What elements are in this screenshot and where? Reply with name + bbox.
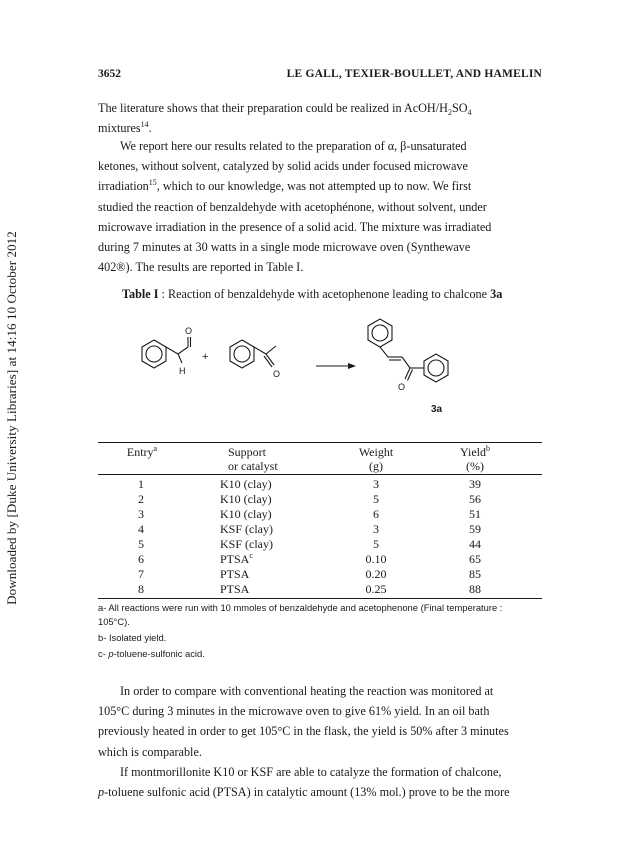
cell-entry: 2 (138, 492, 144, 506)
product-label: 3a (431, 404, 443, 415)
text-line: previously heated in order to get 105°C in the flask, the yield is 50% after 3 minutes (98, 724, 509, 739)
cell-weight: 0.20 (365, 567, 387, 581)
cell-support: K10 (clay) (220, 492, 272, 506)
table-rule-header (98, 474, 542, 475)
header-yield: Yield$^b$ (%) (460, 444, 490, 473)
cell-yield: 65 (469, 552, 481, 566)
cell-weight: 0.10 (365, 552, 387, 566)
footnote-a: a- All reactions were run with 10 mmoles of benzaldehyde and acetophenone (Final temperature : 105°C). (98, 602, 503, 627)
cell-weight: 6 (373, 507, 379, 521)
download-watermark (2, 178, 22, 658)
text-line: mixtures$^{14}$. (98, 120, 152, 136)
cell-weight: 5 (373, 492, 379, 506)
table-row (98, 477, 542, 492)
cell-entry: 5 (138, 537, 144, 551)
cell-entry: 8 (138, 582, 144, 596)
cell-yield: 51 (469, 507, 481, 521)
cell-weight: 5 (373, 537, 379, 551)
oxygen-label: O (273, 369, 281, 379)
cell-support: PTSA (220, 582, 250, 596)
cell-support: KSF (clay) (220, 537, 273, 551)
cell-entry: 6 (138, 552, 144, 566)
text-line: p-toluene sulfonic acid (PTSA) in catalytic amount (13% mol.) prove to be the more (98, 785, 510, 800)
cell-yield: 85 (469, 567, 481, 581)
table-row (98, 537, 542, 552)
cell-yield: 39 (469, 477, 481, 491)
cell-support: KSF (clay) (220, 522, 273, 536)
table-row (98, 582, 542, 597)
oxygen-label: O (398, 382, 406, 392)
cell-entry: 7 (138, 567, 144, 581)
cell-weight: 3 (373, 477, 379, 491)
text-line: 105°C during 3 minutes in the microwave oven to give 61% yield. In an oil bath (98, 704, 490, 719)
paragraph-catalyst (98, 762, 542, 802)
table-row (98, 507, 542, 522)
download-watermark-text: Downloaded by [Duke University Libraries] at 14:16 10 October 2012 (4, 231, 19, 605)
cell-support: PTSA$^c$ (220, 551, 253, 566)
text-line: irradiation$^{15}$, which to our knowledge, was not attempted up to now. We first (98, 178, 472, 194)
paragraph-intro (98, 98, 542, 138)
table-row (98, 567, 542, 582)
arrow-head (348, 363, 356, 369)
text-line: 402®). The results are reported in Table I. (98, 260, 304, 275)
cell-support: PTSA (220, 567, 250, 581)
cell-weight: 0.25 (365, 582, 387, 596)
text-line: We report here our results related to the preparation of α, β-unsaturated (120, 139, 467, 153)
running-head-authors: LE GALL, TEXIER-BOULLET, AND HAMELIN (286, 68, 542, 80)
cell-yield: 44 (469, 537, 481, 551)
hydrogen-label: H (179, 366, 186, 376)
benzaldehyde-structure (142, 337, 191, 368)
text-line: In order to compare with conventional heating the reaction was monitored at (120, 684, 494, 698)
cell-yield: 59 (469, 522, 481, 536)
text-line: studied the reaction of benzaldehyde with acetophénone, without solvent, under (98, 199, 487, 214)
cell-support: K10 (clay) (220, 507, 272, 521)
acetophenone-structure (230, 340, 276, 368)
page-number: 3652 (98, 68, 121, 80)
table-rule-top (98, 442, 542, 443)
paragraph-report (98, 136, 542, 277)
text-line: The literature shows that their preparation could be realized in AcOH/$H_2SO_4$ (98, 101, 472, 117)
header-weight: Weight (g) (358, 445, 394, 473)
text-line: If montmorillonite K10 or KSF are able to catalyze the formation of chalcone, (120, 765, 502, 779)
chalcone-structure (368, 319, 448, 382)
header-support: Support or catalyst (228, 445, 278, 473)
text-line: during 7 minutes at 30 watts in a single mode microwave oven (Synthewave (98, 240, 471, 255)
text-line: which is comparable. (98, 744, 202, 759)
cell-entry: 3 (138, 507, 144, 521)
table-row (98, 492, 542, 507)
table-row (98, 552, 542, 567)
plus-sign: + (202, 351, 209, 363)
text-line: ketones, without solvent, catalyzed by solid acids under focused microwave (98, 159, 468, 174)
reaction-scheme (118, 316, 538, 434)
paragraph-comparison (98, 681, 542, 762)
cell-weight: 3 (373, 522, 379, 536)
cell-entry: 1 (138, 477, 144, 491)
cell-yield: 88 (469, 582, 481, 596)
table-row (98, 522, 542, 537)
cell-yield: 56 (469, 492, 481, 506)
text-line: microwave irradiation in the presence of a solid acid. The mixture was irradiated (98, 219, 492, 234)
cell-support: K10 (clay) (220, 477, 272, 491)
cell-entry: 4 (138, 522, 144, 536)
table-title: Table I : Reaction of benzaldehyde with acetophenone leading to chalcone 3a (122, 287, 503, 301)
footnote-b: b- Isolated yield. (98, 632, 167, 643)
header-entry: Entry$^a$ (126, 444, 158, 459)
table-rule-bottom (98, 598, 542, 599)
footnote-c: c- p-toluene-sulfonic acid. (98, 648, 205, 659)
oxygen-label: O (185, 326, 193, 336)
